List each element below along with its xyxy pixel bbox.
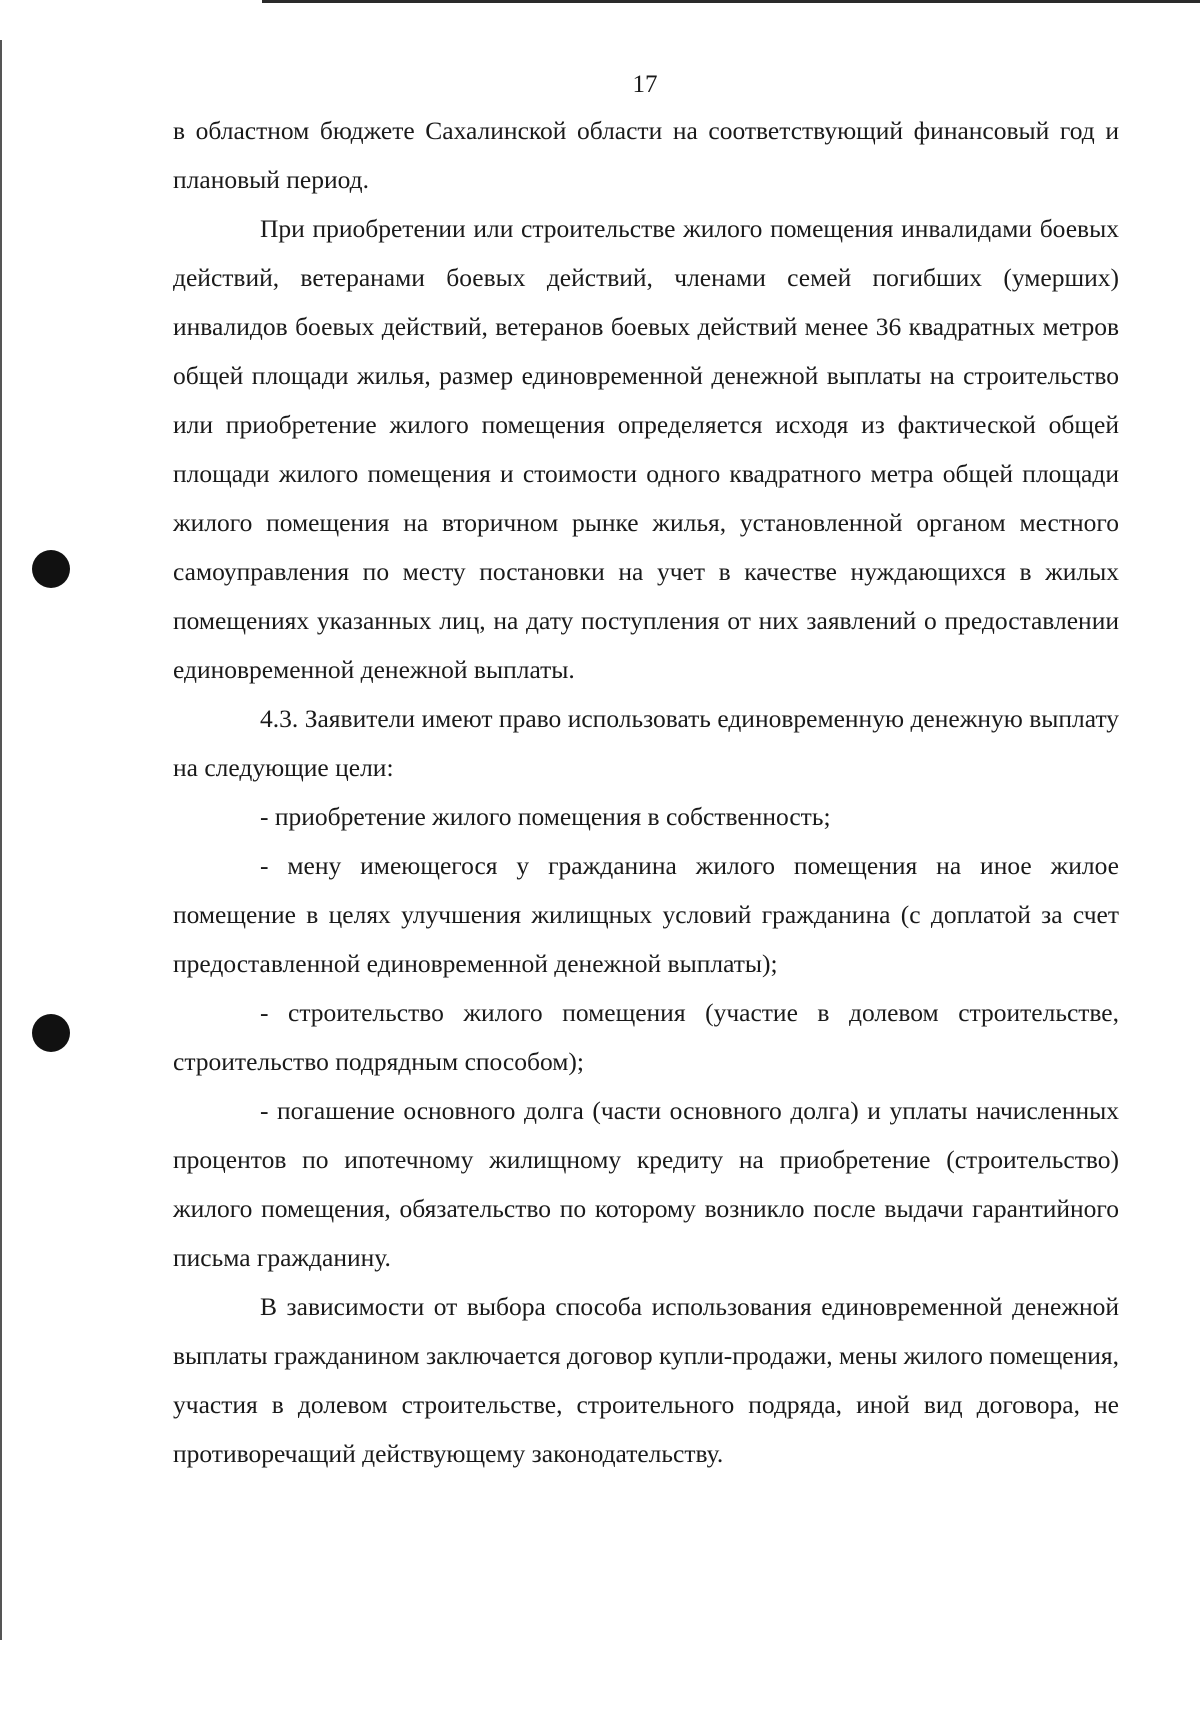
list-item: - строительство жилого помещения (участие в долевом строительстве, строительство подрядным способом); xyxy=(173,998,1119,1076)
page-number: 17 xyxy=(632,71,658,98)
paragraph: в областном бюджете Сахалинской области на соответствующий финансовый год и плановый период. xyxy=(173,116,1119,194)
paragraph: В зависимости от выбора способа использования единовременной денежной выплаты гражданином заключается договор купли-продажи, мены жилого помещения, участия в долевом строительстве, строительного подряда, иной вид договора, не противоречащий действующему законодательству. xyxy=(173,1292,1119,1468)
document-body xyxy=(173,106,1119,1478)
list-item: - погашение основного долга (части основного долга) и уплаты начисленных процентов по ипотечному жилищному кредиту на приобретение (строительство) жилого помещения, обязательство по которому возникло после выдачи гарантийного письма гражданину. xyxy=(173,1096,1119,1272)
paragraph: 4.3. Заявители имеют право использовать единовременную денежную выплату на следующие цели: xyxy=(173,704,1119,782)
paragraph: При приобретении или строительстве жилого помещения инвалидами боевых действий, ветеранами боевых действий, членами семей погибших (умерших) инвалидов боевых действий, ветеранов боевых действий менее 36 квадратных метров общей площади жилья, размер единовременной денежной выплаты на строительство или приобретение жилого помещения определяется исходя из фактической общей площади жилого помещения и стоимости одного квадратного метра общей площади жилого помещения на вторичном рынке жилья, установленной органом местного самоуправления по месту постановки на учет в качестве нуждающихся в жилых помещениях указанных лиц, на дату поступления от них заявлений о предоставлении единовременной денежной выплаты. xyxy=(173,214,1119,684)
scan-edge-left xyxy=(0,40,2,1640)
punch-hole-mark xyxy=(32,1014,70,1052)
scan-edge-top xyxy=(262,0,1200,3)
list-item: - мену имеющегося у гражданина жилого помещения на иное жилое помещение в целях улучшения жилищных условий гражданина (с доплатой за счет предоставленной единовременной денежной выплаты); xyxy=(173,851,1119,978)
list-item: - приобретение жилого помещения в собственность; xyxy=(260,802,831,831)
punch-hole-mark xyxy=(32,550,70,588)
